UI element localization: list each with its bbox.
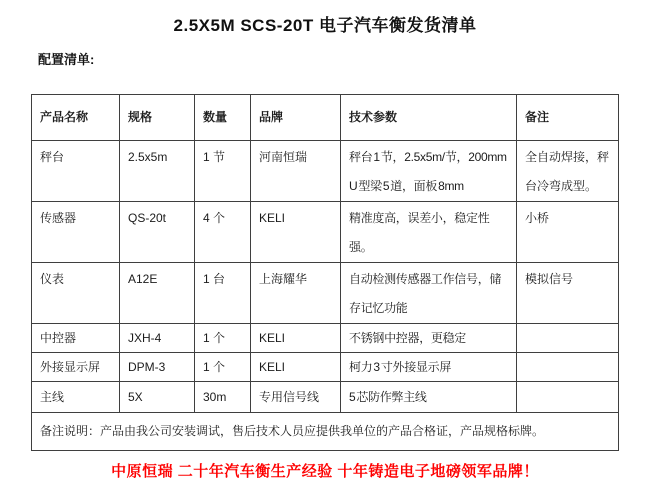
cell-product: 外接显示屏 (32, 353, 120, 382)
column-header-brand: 品牌 (251, 95, 341, 141)
cell-brand: KELI (251, 202, 341, 263)
spec-table (31, 94, 619, 451)
cell-note: 小桥 (517, 202, 619, 263)
table-row-main-cable (32, 382, 619, 413)
table-footnote-row (32, 413, 619, 451)
cell-params: 柯力 3 寸外接显示屏 (341, 353, 517, 382)
cell-spec: JXH-4 (120, 324, 195, 353)
cell-qty: 1 台 (195, 263, 251, 324)
cell-note (517, 382, 619, 413)
cell-qty: 30m (195, 382, 251, 413)
cell-qty: 1 节 (195, 141, 251, 202)
table-header-row (32, 95, 619, 141)
cell-product: 中控器 (32, 324, 120, 353)
column-header-spec: 规格 (120, 95, 195, 141)
table-row-sensor (32, 202, 619, 263)
column-header-qty: 数量 (195, 95, 251, 141)
cell-note: 模拟信号 (517, 263, 619, 324)
table-row-junction-box (32, 324, 619, 353)
cell-brand: 专用信号线 (251, 382, 341, 413)
cell-spec: A12E (120, 263, 195, 324)
cell-brand: 上海耀华 (251, 263, 341, 324)
cell-qty: 4 个 (195, 202, 251, 263)
cell-qty: 1 个 (195, 324, 251, 353)
cell-params: 自动检测传感器工作信号，储存记忆功能 (341, 263, 517, 324)
column-header-params: 技术参数 (341, 95, 517, 141)
cell-qty: 1 个 (195, 353, 251, 382)
cell-params: 5 芯防作弊主线 (341, 382, 517, 413)
cell-note (517, 353, 619, 382)
cell-spec: DPM-3 (120, 353, 195, 382)
table-row-external-display (32, 353, 619, 382)
cell-spec: QS-20t (120, 202, 195, 263)
table-row-indicator (32, 263, 619, 324)
cell-product: 主线 (32, 382, 120, 413)
config-list-label: 配置清单: (38, 52, 95, 67)
column-header-note: 备注 (517, 95, 619, 141)
cell-params: 不锈钢中控器，更稳定 (341, 324, 517, 353)
cell-product: 秤台 (32, 141, 120, 202)
table-row-platform (32, 141, 619, 202)
cell-brand: 河南恒瑞 (251, 141, 341, 202)
cell-spec: 5X (120, 382, 195, 413)
document-title: 2.5X5M SCS-20T 电子汽车衡发货清单 (173, 16, 477, 35)
cell-note (517, 324, 619, 353)
cell-brand: KELI (251, 353, 341, 382)
column-header-product: 产品名称 (32, 95, 120, 141)
cell-brand: KELI (251, 324, 341, 353)
cell-spec: 2.5x5m (120, 141, 195, 202)
cell-note: 全自动焊接，秤台冷弯成型。 (517, 141, 619, 202)
cell-params: 秤台 1 节，2.5x5m/节，200mmU 型梁 5 道，面板 8mm (341, 141, 517, 202)
table-footnote: 备注说明：产品由我公司安装调试，售后技术人员应提供我单位的产品合格证，产品规格标牌。 (32, 413, 619, 451)
cell-product: 仪表 (32, 263, 120, 324)
brand-slogan: 中原恒瑞 二十年汽车衡生产经验 十年铸造电子地磅领军品牌！ (111, 463, 539, 480)
cell-params: 精准度高，误差小，稳定性强。 (341, 202, 517, 263)
cell-product: 传感器 (32, 202, 120, 263)
document-page (0, 11, 650, 489)
